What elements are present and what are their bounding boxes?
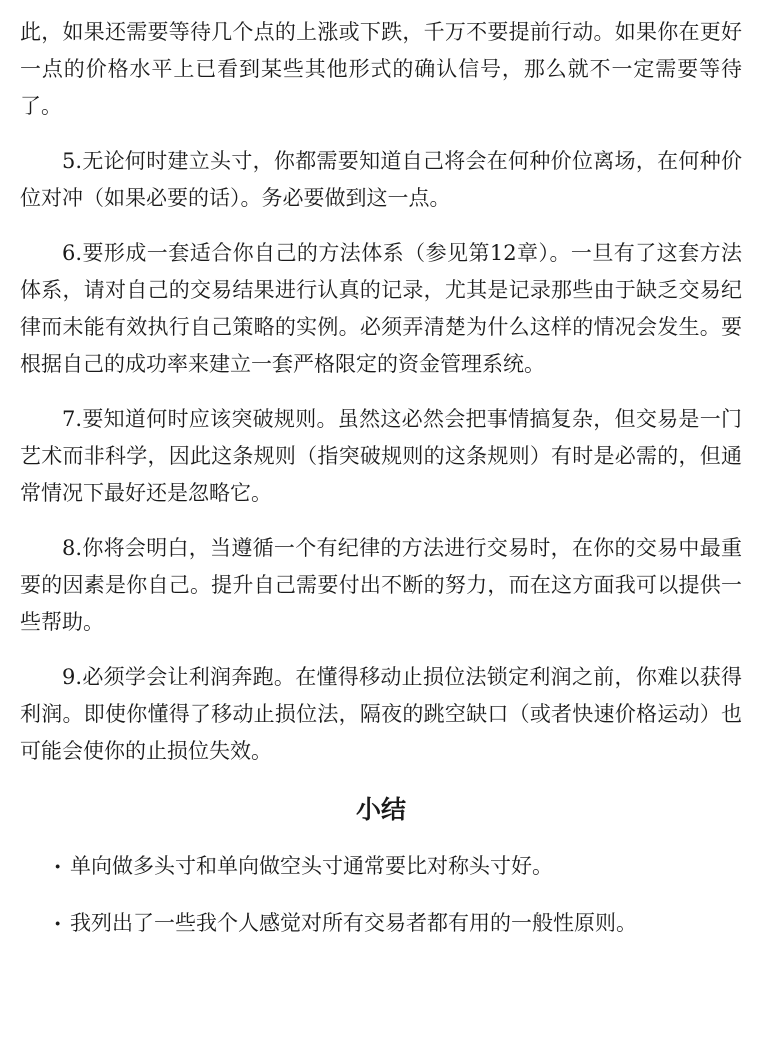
summary-list	[20, 848, 742, 942]
paragraph-rule-8: 8.你将会明白，当遵循一个有纪律的方法进行交易时，在你的交易中最重要的因素是你自己。提升自己需要付出不断的努力，而在这方面我可以提供一些帮助。	[20, 536, 742, 634]
summary-bullet-item	[20, 848, 742, 885]
paragraph-rule-7: 7.要知道何时应该突破规则。虽然这必然会把事情搞复杂，但交易是一门艺术而非科学，因此这条规则（指突破规则的这条规则）有时是必需的，但通常情况下最好还是忽略它。	[20, 407, 742, 505]
paragraph-rule-5: 5.无论何时建立头寸，你都需要知道自己将会在何种价位离场，在何种价位对冲（如果必要的话）。务必要做到这一点。	[20, 149, 742, 210]
summary-heading: 小结	[355, 795, 406, 824]
summary-bullet-text: 单向做多头寸和单向做空头寸通常要比对称头寸好。	[70, 854, 553, 878]
document-page	[20, 14, 742, 962]
paragraph-continuation: 此，如果还需要等待几个点的上涨或下跌，千万不要提前行动。如果你在更好一点的价格水平上已看到某些其他形式的确认信号，那么就不一定需要等待了。	[20, 20, 742, 118]
summary-bullet-text: 我列出了一些我个人感觉对所有交易者都有用的一般性原则。	[70, 911, 637, 935]
summary-bullet-item	[20, 905, 742, 942]
paragraph-rule-9: 9.必须学会让利润奔跑。在懂得移动止损位法锁定利润之前，你难以获得利润。即使你懂得了移动止损位法，隔夜的跳空缺口（或者快速价格运动）也可能会使你的止损位失效。	[20, 665, 742, 763]
paragraph-rule-6: 6.要形成一套适合你自己的方法体系（参见第12章）。一旦有了这套方法体系，请对自己的交易结果进行认真的记录，尤其是记录那些由于缺乏交易纪律而未能有效执行自己策略的实例。必须弄清楚为什么这样的情况会发生。要根据自己的成功率来建立一套严格限定的资金管理系统。	[20, 241, 742, 376]
